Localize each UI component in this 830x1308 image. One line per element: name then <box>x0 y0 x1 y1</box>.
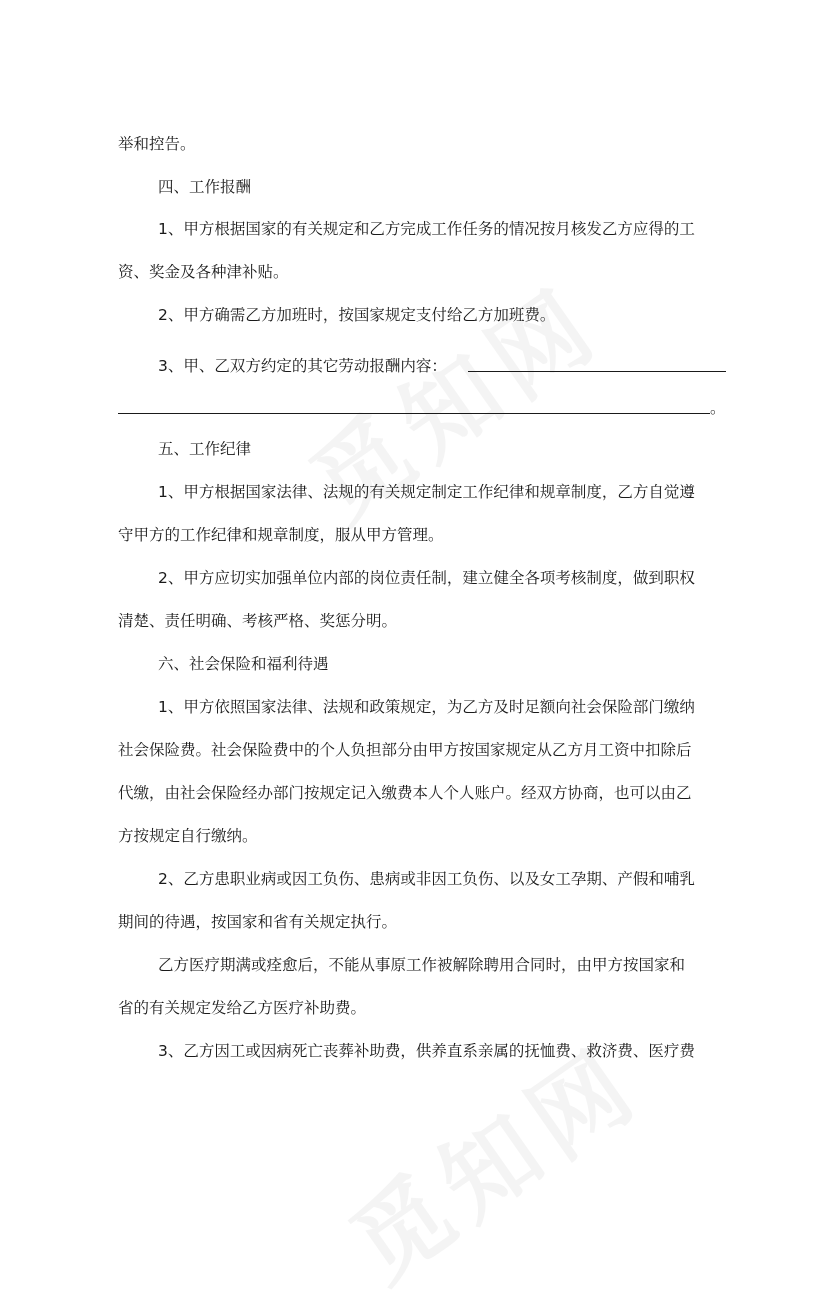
text-line: 举和控告。 <box>118 135 196 153</box>
text-line: 1、甲方根据国家法律、法规的有关规定制定工作纪律和规章制度，乙方自觉遵 <box>158 483 695 501</box>
text-line: 3、甲、乙双方约定的其它劳动报酬内容： <box>158 357 447 375</box>
text-line: 乙方医疗期满或痊愈后，不能从事原工作被解除聘用合同时，由甲方按国家和 <box>158 956 686 974</box>
text-line: 清楚、责任明确、考核严格、奖惩分明。 <box>118 612 398 630</box>
text-line: 3、乙方因工或因病死亡丧葬补助费，供养直系亲属的抚恤费、救济费、医疗费 <box>158 1042 695 1060</box>
text-line: 社会保险费。社会保险费中的个人负担部分由甲方按国家规定从乙方月工资中扣除后 <box>118 741 692 759</box>
text-line: 资、奖金及各种津补贴。 <box>118 263 289 281</box>
text-line: 守甲方的工作纪律和规章制度，服从甲方管理。 <box>118 526 444 544</box>
text-line: 。 <box>710 399 726 417</box>
text-line: 1、甲方依照国家法律、法规和政策规定，为乙方及时足额向社会保险部门缴纳 <box>158 698 695 716</box>
section-heading: 四、工作报酬 <box>158 178 252 196</box>
fill-in-blank <box>468 371 726 372</box>
text-line: 1、甲方根据国家的有关规定和乙方完成工作任务的情况按月核发乙方应得的工 <box>158 220 695 238</box>
section-heading: 六、社会保险和福利待遇 <box>158 655 329 673</box>
text-line: 期间的待遇，按国家和省有关规定执行。 <box>118 913 398 931</box>
text-line: 方按规定自行缴纳。 <box>118 827 258 845</box>
text-line: 2、甲方应切实加强单位内部的岗位责任制，建立健全各项考核制度，做到职权 <box>158 569 695 587</box>
fill-in-blank <box>118 413 710 414</box>
text-line: 代缴，由社会保险经办部门按规定记入缴费本人个人账户。经双方协商，也可以由乙 <box>118 784 692 802</box>
text-line: 省的有关规定发给乙方医疗补助费。 <box>118 999 367 1017</box>
section-heading: 五、工作纪律 <box>158 440 252 458</box>
text-line: 2、乙方患职业病或因工负伤、患病或非因工负伤、以及女工孕期、产假和哺乳 <box>158 870 695 888</box>
text-line: 2、甲方确需乙方加班时，按国家规定支付给乙方加班费。 <box>158 306 556 324</box>
